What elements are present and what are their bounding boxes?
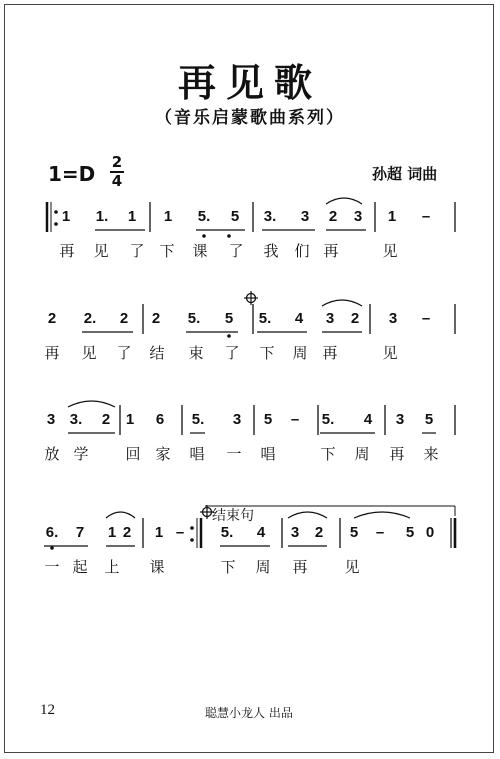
- note: 1: [163, 208, 173, 225]
- note: 5.: [197, 208, 211, 225]
- note: 3: [325, 310, 335, 327]
- note: 2.: [83, 310, 97, 327]
- note: 7: [75, 524, 85, 541]
- slur: [288, 512, 327, 518]
- note: 5.: [220, 524, 234, 541]
- slur: [354, 512, 410, 518]
- lyric-syllable: 起: [72, 558, 88, 576]
- lyric-syllable: 下: [220, 558, 236, 576]
- note: 5: [424, 411, 434, 428]
- lyric-syllable: 学: [73, 445, 89, 463]
- lyric-syllable: 周: [255, 558, 271, 576]
- lyric-syllable: 周: [292, 344, 308, 362]
- note: 1.: [95, 208, 109, 225]
- lyric-syllable: 课: [149, 558, 165, 576]
- lyric-syllable: 再: [44, 344, 60, 362]
- lyric-syllable: 一: [44, 558, 60, 576]
- lyric-syllable: 放: [44, 445, 60, 463]
- note: 5.: [191, 411, 205, 428]
- note: 2: [47, 310, 57, 327]
- lyric-syllable: 唱: [260, 445, 276, 463]
- repeat-dot: [54, 222, 58, 226]
- note: 3: [290, 524, 300, 541]
- lyric-syllable: 再: [323, 242, 339, 260]
- note: 2: [314, 524, 324, 541]
- note: 2: [101, 411, 111, 428]
- note: –: [290, 411, 300, 428]
- note: 5: [230, 208, 240, 225]
- note: 1: [107, 524, 117, 541]
- note: 3: [232, 411, 242, 428]
- note: 1: [61, 208, 71, 225]
- repeat-dot: [190, 538, 194, 542]
- lyric-syllable: 见: [81, 344, 97, 362]
- note: 4: [294, 310, 304, 327]
- key-signature: 1=D: [48, 162, 96, 186]
- lyric-syllable: 结: [149, 344, 165, 362]
- composer-credit: 孙超 词曲: [372, 165, 438, 183]
- note: 5: [224, 310, 234, 327]
- lyric-syllable: 束: [188, 344, 204, 362]
- note: 1: [125, 411, 135, 428]
- note: 3: [353, 208, 363, 225]
- lyric-syllable: 再: [389, 445, 405, 463]
- lyric-syllable: 再: [292, 558, 308, 576]
- time-signature-top: 2: [111, 153, 123, 171]
- note: 2: [119, 310, 129, 327]
- ending-label: 结束句: [212, 508, 254, 524]
- note: 3: [300, 208, 310, 225]
- lyric-syllable: 见: [93, 242, 109, 260]
- note: 1: [387, 208, 397, 225]
- lyric-syllable: 下: [159, 242, 175, 260]
- note: 3: [46, 411, 56, 428]
- lyric-syllable: 上: [104, 558, 120, 576]
- time-signature-bottom: 4: [111, 172, 123, 190]
- lyric-syllable: 再: [322, 344, 338, 362]
- note: 1: [154, 524, 164, 541]
- note: –: [375, 524, 385, 541]
- octave-dot: [202, 234, 206, 238]
- publisher-credit: 聪慧小龙人 出品: [205, 706, 293, 720]
- lyric-syllable: 们: [294, 242, 310, 260]
- note: 4: [256, 524, 266, 541]
- page-number: 12: [40, 702, 55, 718]
- song-title: 再见歌: [177, 61, 322, 105]
- note: 2: [328, 208, 338, 225]
- octave-dot: [227, 234, 231, 238]
- lyric-syllable: 下: [320, 445, 336, 463]
- slur: [68, 401, 115, 407]
- lyric-syllable: 来: [423, 445, 439, 463]
- note: 5.: [187, 310, 201, 327]
- note: 5: [349, 524, 359, 541]
- lyric-syllable: 了: [129, 242, 145, 260]
- note: 3.: [69, 411, 83, 428]
- slur: [326, 198, 362, 204]
- repeat-dot: [190, 526, 194, 530]
- note: 2: [122, 524, 132, 541]
- lyric-syllable: 见: [344, 558, 360, 576]
- song-subtitle: （音乐启蒙歌曲系列）: [155, 108, 345, 128]
- lyric-syllable: 了: [116, 344, 132, 362]
- lyric-syllable: 了: [228, 242, 244, 260]
- note: 6: [155, 411, 165, 428]
- note: 2: [151, 310, 161, 327]
- lyric-syllable: 唱: [189, 445, 205, 463]
- lyric-syllable: 了: [224, 344, 240, 362]
- octave-dot: [227, 334, 231, 338]
- lyric-syllable: 家: [155, 445, 171, 463]
- note: 5: [263, 411, 273, 428]
- note: 2: [350, 310, 360, 327]
- note: –: [175, 524, 185, 541]
- lyric-syllable: 再: [59, 242, 75, 260]
- lyric-syllable: 我: [263, 242, 279, 260]
- lyric-syllable: 周: [354, 445, 370, 463]
- lyric-syllable: 见: [382, 344, 398, 362]
- note: –: [421, 310, 431, 327]
- note: 3.: [263, 208, 277, 225]
- note: 5: [405, 524, 415, 541]
- octave-dot: [50, 546, 54, 550]
- lyric-syllable: 见: [382, 242, 398, 260]
- slur: [322, 300, 362, 306]
- note: –: [421, 208, 431, 225]
- note: 4: [363, 411, 373, 428]
- note: 3: [395, 411, 405, 428]
- slur: [106, 512, 135, 518]
- note: 1: [127, 208, 137, 225]
- coda-sign-icon: [244, 291, 258, 305]
- lyric-syllable: 下: [259, 344, 275, 362]
- lyric-syllable: 一: [226, 445, 242, 463]
- repeat-dot: [54, 210, 58, 214]
- note: 0: [425, 524, 435, 541]
- lyric-syllable: 课: [192, 242, 208, 260]
- note: 6.: [45, 524, 59, 541]
- lyric-syllable: 回: [125, 445, 141, 463]
- note: 5.: [258, 310, 272, 327]
- note: 3: [388, 310, 398, 327]
- note: 5.: [321, 411, 335, 428]
